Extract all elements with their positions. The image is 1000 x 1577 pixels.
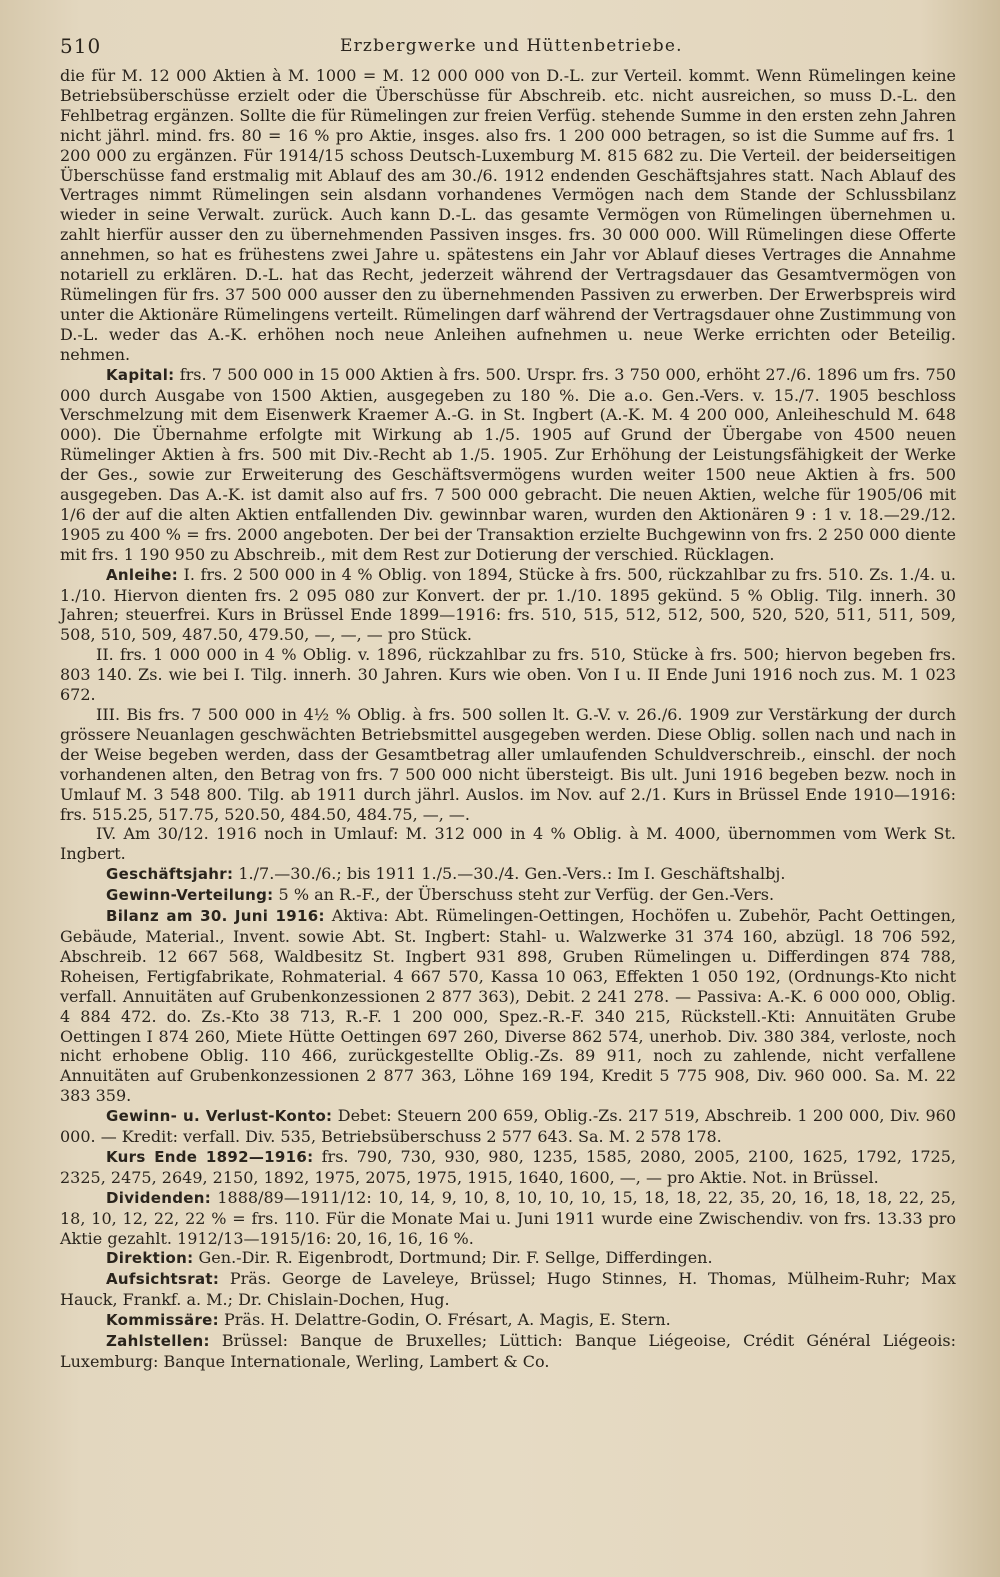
page-number: 510 xyxy=(60,34,102,58)
paragraph xyxy=(60,1269,956,1310)
paragraph-text: 1888/89—1911/12: 10, 14, 9, 10, 8, 10, 10, 10, 15, 18, 18, 22, 35, 20, 16, 18, 18, 22, 25, 18, 10, 12, 22, 22 % = frs. 110. Für die Monate Mai u. Juni 1911 wurde eine Zwischendiv. von frs. 13.33 pro Aktie gezahlt. 1912/13—1915/16: 20, 16, 16, 16 %. xyxy=(60,1187,956,1248)
section-label: Direktion: xyxy=(106,1249,194,1268)
paragraph xyxy=(60,864,956,885)
section-label: Geschäftsjahr: xyxy=(106,865,234,884)
section-label: Kurs Ende 1892—1916: xyxy=(106,1147,314,1166)
paragraph xyxy=(60,824,956,864)
paragraph-text: frs. 790, 730, 930, 980, 1235, 1585, 2080, 2005, 2100, 1625, 1792, 1725, 2325, 2475, 2649, 2150, 1892, 1975, 2075, 1975, 1915, 1640, 1600, —, — pro Aktie. Not. in Brüssel. xyxy=(60,1146,957,1187)
section-label: Anleihe: xyxy=(106,565,178,584)
paragraph xyxy=(60,1188,956,1249)
paragraph-text: 1./7.—30./6.; bis 1911 1./5.—30./4. Gen.-Vers.: Im I. Geschäftshalbj. xyxy=(233,864,786,884)
paragraph-text: III. Bis frs. 7 500 000 in 4½ % Oblig. à frs. 500 sollen lt. G.-V. v. 26./6. 1909 zur Verstärkung der durch grössere Neuanlagen geschwächten Betriebsmittel ausgegeben werden. Diese Oblig. sollen nach und nach in der Weise begeben werden, dass der Gesamtbetrag aller umlaufenden Schuldverschreib., einschl. der noch vorhandenen alten, den Betrag von frs. 7 500 000 nicht übersteigt. Bis ult. Juni 1916 begeben bezw. noch in Umlauf M. 3 548 800. Tilg. ab 1911 durch jährl. Auslos. im Nov. auf 2./1. Kurs in Brüssel Ende 1910—1916: frs. 515.25, 517.75, 520.50, 484.50, 484.75, —, —. xyxy=(60,705,956,824)
paragraph xyxy=(60,705,956,824)
paragraph-text: Präs. H. Delattre-Godin, O. Frésart, A. Magis, E. Stern. xyxy=(218,1310,671,1330)
paragraph xyxy=(60,645,956,705)
paragraph xyxy=(60,1310,956,1331)
paragraph-text: Debet: Steuern 200 659, Oblig.-Zs. 217 519, Abschreib. 1 200 000, Div. 960 000. — Kredit: verfall. Div. 535, Betriebsüberschuss 2 577 643. Sa. M. 2 578 178. xyxy=(60,1106,956,1147)
section-label: Gewinn- u. Verlust-Konto: xyxy=(106,1107,333,1126)
paragraph xyxy=(60,1147,956,1188)
paragraph-text: I. frs. 2 500 000 in 4 % Oblig. von 1894, Stücke à frs. 500, rückzahlbar zu frs. 510. Zs. 1./4. u. 1./10. Hiervon dienten frs. 2 095 080 zur Konvert. der pr. 1./10. 1895 gekünd. 5 % Oblig. Tilg. innerh. 30 Jahren; steuerfrei. Kurs in Brüssel Ende 1899—1916: frs. 510, 515, 512, 512, 500, 520, 520, 511, 511, 509, 508, 510, 509, 487.50, 479.50, —, —, — pro Stück. xyxy=(60,564,956,645)
paragraph-text: Gen.-Dir. R. Eigenbrodt, Dortmund; Dir. F. Sellge, Differdingen. xyxy=(193,1248,713,1268)
section-label: Zahlstellen: xyxy=(106,1332,210,1351)
paragraph-text: die für M. 12 000 Aktien à M. 1000 = M. 12 000 000 von D.-L. zur Verteil. kommt. Wenn Rümelingen keine Betriebsüberschüsse erzielt oder die Überschüsse für Abschreib. etc. nicht ausreichen, so muss D.-L. den Fehlbetrag ergänzen. Sollte die für Rümelingen zur freien Verfüg. stehende Summe in den ersten zehn Jahren nicht jährl. mind. frs. 80 = 16 % pro Aktie, insges. also frs. 1 200 000 betragen, so ist die Summe auf frs. 1 200 000 zu ergänzen. Für 1914/15 schoss Deutsch-Luxemburg M. 815 682 zu. Die Verteil. der beiderseitigen Überschüsse fand erstmalig mit Ablauf des am 30./6. 1912 endenden Geschäftsjahres statt. Nach Ablauf des Vertrages nimmt Rümelingen sein alsdann vorhandenes Vermögen nach dem Stande der Schlussbilanz wieder in seine Verwalt. zurück. Auch kann D.-L. das gesamte Vermögen von Rümelingen übernehmen u. zahlt hierfür ausser den zu übernehmenden Passiven insges. frs. 30 000 000. Will Rümelingen diese Offerte annehmen, so hat es frühestens zwei Jahre u. spätestens ein Jahr vor Ablauf dieses Vertrages die Annahme notariell zu erklären. D.-L. hat das Recht, jederzeit während der Vertragsdauer das Gesamtvermögen von Rümelingen für frs. 37 500 000 ausser den zu übernehmenden Passiven zu erwerben. Der Erwerbspreis wird unter die Aktionäre Rümelingens verteilt. Rümelingen darf während der Vertragsdauer ohne Zustimmung von D.-L. weder das A.-K. erhöhen noch neue Anleihen aufnehmen u. neue Werke errichten oder Beteilig. nehmen. xyxy=(60,66,956,364)
paragraph-text: 5 % an R.-F., der Überschuss steht zur Verfüg. der Gen.-Vers. xyxy=(273,885,775,905)
section-label: Gewinn-Verteilung: xyxy=(106,886,274,905)
paragraph xyxy=(60,1331,956,1372)
paragraph xyxy=(60,66,956,365)
section-label: Kapital: xyxy=(106,365,175,384)
page-header xyxy=(60,26,956,66)
paragraph xyxy=(60,885,956,906)
paragraph xyxy=(60,1248,956,1269)
section-label: Kommissäre: xyxy=(106,1311,219,1330)
paragraph xyxy=(60,565,956,646)
section-label: Bilanz am 30. Juni 1916: xyxy=(106,907,325,926)
paragraph-text: frs. 7 500 000 in 15 000 Aktien à frs. 500. Urspr. frs. 3 750 000, erhöht 27./6. 1896 um frs. 750 000 durch Ausgabe von 1500 Aktien, ausgegeben zu 180 %. Die a.o. Gen.-Vers. v. 15./7. 1905 beschloss Verschmelzung mit dem Eisenwerk Kraemer A.-G. in St. Ingbert (A.-K. M. 4 200 000, Anleiheschuld M. 648 000). Die Übernahme erfolgte mit Wirkung ab 1./5. 1905 auf Grund der Übergabe von 4500 neuen Rümelinger Aktien à frs. 500 mit Div.-Recht ab 1./5. 1905. Zur Erhöhung der Leistungsfähigkeit der Werke der Ges., sowie zur Erweiterung des Geschäftsvermögens wurden weiter 1500 neue Aktien à frs. 500 ausgegeben. Das A.-K. ist damit also auf frs. 7 500 000 gebracht. Die neuen Aktien, welche für 1905/06 mit 1/6 der auf die alten Aktien entfallenden Div. gewinnbar waren, wurden den Aktionären 9 : 1 v. 18.—29./12. 1905 zu 400 % = frs. 2000 angeboten. Der bei der Transaktion erzielte Buchgewinn von frs. 2 250 000 diente mit frs. 1 190 950 zu Abschreib., mit dem Rest zur Dotierung der verschied. Rücklagen. xyxy=(60,364,956,564)
paragraph-text: II. frs. 1 000 000 in 4 % Oblig. v. 1896, rückzahlbar zu frs. 510, Stücke à frs. 500; hiervon begeben frs. 803 140. Zs. wie bei I. Tilg. innerh. 30 Jahren. Kurs wie oben. Von I u. II Ende Juni 1916 noch zus. M. 1 023 672. xyxy=(60,645,956,705)
paragraph xyxy=(60,1106,956,1147)
paragraph-text: Brüssel: Banque de Bruxelles; Lüttich: Banque Liégeoise, Crédit Général Liégeois: Luxemburg: Banque Internationale, Werling, Lambert & Co. xyxy=(60,1331,956,1371)
running-head: Erzbergwerke und Hüttenbetriebe. xyxy=(340,36,683,56)
section-label: Aufsichtsrat: xyxy=(106,1270,220,1289)
paragraph xyxy=(60,365,956,565)
section-label: Dividenden: xyxy=(106,1188,211,1207)
paragraph xyxy=(60,906,956,1106)
document-body xyxy=(60,66,956,1372)
paragraph-text: IV. Am 30/12. 1916 noch in Umlauf: M. 312 000 in 4 % Oblig. à M. 4000, übernommen vom Werk St. Ingbert. xyxy=(60,824,956,864)
paragraph-text: Aktiva: Abt. Rümelingen-Oettingen, Hochöfen u. Zubehör, Pacht Oettingen, Gebäude, Material., Invent. sowie Abt. St. Ingbert: Stahl- u. Walzwerke 31 374 160, abzügl. 18 706 592, Abschreib. 12 667 568, Waldbesitz St. Ingbert 931 898, Gruben Rümelingen u. Differdingen 874 788, Roheisen, Fertigfabrikate, Rohmaterial. 4 667 570, Kassa 10 063, Effekten 1 050 192, (Ordnungs-Kto nicht verfall. Annuitäten auf Grubenkonzessionen 2 877 363), Debit. 2 241 278. — Passiva: A.-K. 6 000 000, Oblig. 4 884 472. do. Zs.-Kto 38 713, R.-F. 1 200 000, Spez.-R.-F. 340 215, Rückstell.-Kti: Annuitäten Grube Oettingen I 874 260, Miete Hütte Oettingen 697 260, Diverse 862 574, unerhob. Div. 380 384, verloste, noch nicht erhobene Oblig. 110 466, zurückgestellte Oblig.-Zs. 89 911, noch zu zahlende, nicht verfallene Annuitäten auf Grubenkonzessionen 2 877 363, Löhne 169 194, Kredit 5 775 908, Div. 960 000. Sa. M. 22 383 359. xyxy=(60,906,956,1106)
paragraph-text: Präs. George de Laveleye, Brüssel; Hugo Stinnes, H. Thomas, Mülheim-Ruhr; Max Hauck, Frankf. a. M.; Dr. Chislain-Dochen, Hug. xyxy=(60,1269,956,1310)
